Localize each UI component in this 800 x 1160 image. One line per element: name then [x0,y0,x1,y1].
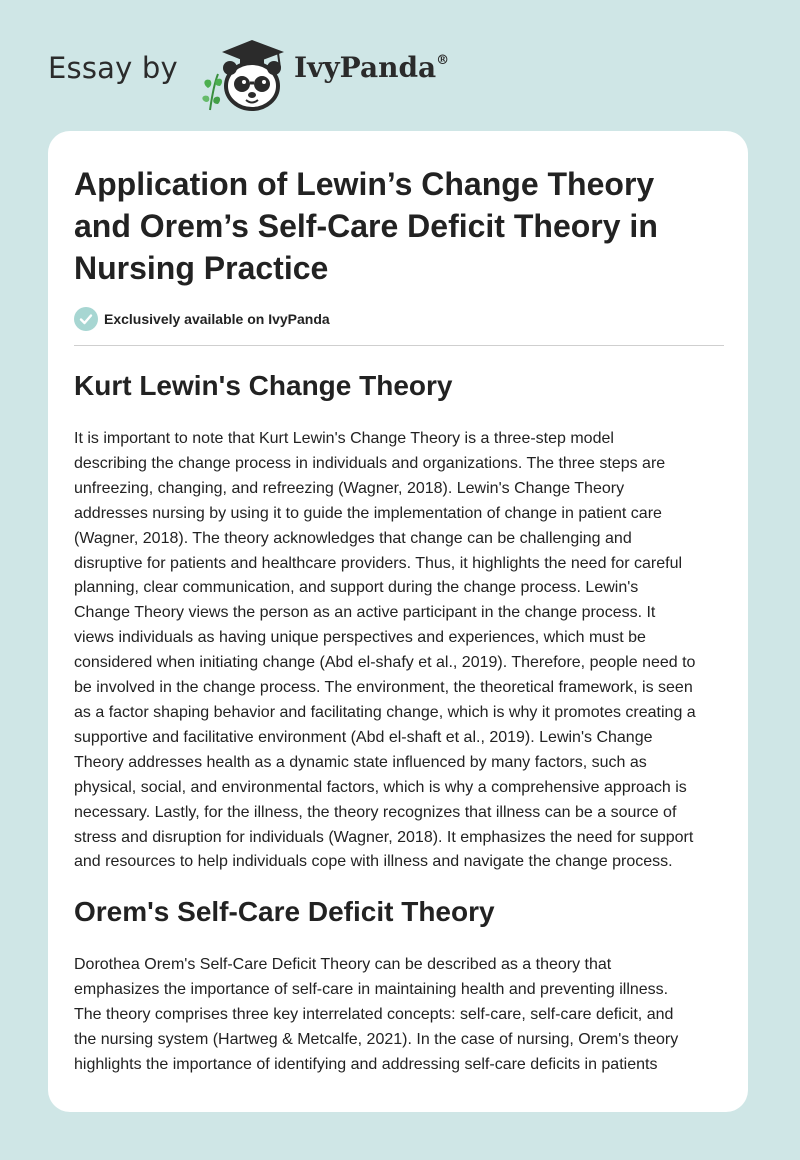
text-line: addresses nursing by using it to guide the implementation of change in patient care [74,504,662,522]
text-line: Dorothea Orem's Self-Care Deficit Theory can be described as a theory that [74,956,612,973]
site-header [48,36,748,116]
text-line: The theory comprises three key interrelated concepts: self-care, self-care deficit, and [74,1005,674,1023]
text-line: describing the change process in individuals and organizations. The three steps are [74,454,666,472]
text-line: physical, social, and environmental factors, which is why a comprehensive approach is [74,778,687,796]
text-line: considered when initiating change (Abd el-shafy et al., 2019). Therefore, people need to [74,654,696,672]
paragraph-lewin [74,427,724,875]
title-line: Nursing Practice [74,250,329,286]
text-line: necessary. Lastly, for the illness, the theory recognizes that illness can be a source of [74,803,677,821]
text-line: disruptive for patients and healthcare providers. Thus, it highlights the need for careful [74,554,683,572]
text-line: It is important to note that Kurt Lewin's Change Theory is a three-step model [74,430,614,447]
panda-graduate-icon [200,36,290,112]
text-line: emphasizes the importance of self-care in maintaining health and preventing illness. [74,980,669,998]
title-line: and Orem’s Self-Care Deficit Theory in [74,208,658,244]
page-title [74,163,724,289]
text-line: stress and disruption for individuals (Wagner, 2018). It emphasizes the need for support [74,828,694,846]
badge-text: Exclusively available on IvyPanda [104,311,330,327]
essay-by-label: Essay by [48,51,178,85]
exclusive-badge [74,306,330,332]
text-line: supportive and facilitative environment (Abd el-shaft et al., 2019). Lewin's Change [74,728,653,746]
text-line: and resources to help individuals cope with illness and navigate the change process. [74,853,673,871]
text-line: Change Theory views the person as an active participant in the change process. It [74,604,656,622]
essay-card [48,131,748,1112]
check-circle-icon [74,307,98,331]
brand-label: IvyPanda [294,51,437,84]
section-heading-orem: Orem's Self-Care Deficit Theory [74,896,495,927]
ivy-leaf-icon [202,74,222,110]
text-line: planning, clear communication, and support during the change process. Lewin's [74,579,639,597]
text-line: the nursing system (Hartweg & Metcalfe, 2021). In the case of nursing, Orem's theory [74,1030,679,1048]
registered-mark: ® [436,53,450,68]
section-heading-lewin: Kurt Lewin's Change Theory [74,370,453,401]
text-line: highlights the importance of identifying and addressing self-care deficits in patients [74,1055,658,1073]
text-line: unfreezing, changing, and refreezing (Wagner, 2018). Lewin's Change Theory [74,479,625,497]
text-line: views individuals as having unique perspectives and experiences, which must be [74,629,646,647]
title-line: Application of Lewin’s Change Theory [74,166,655,202]
text-line: as a factor shaping behavior and facilitating change, which is why it promotes creating a [74,703,696,721]
brand-name[interactable] [294,51,449,84]
paragraph-orem [74,953,724,1078]
divider [74,345,724,346]
text-line: Theory addresses health as a dynamic state influenced by many factors, such as [74,753,647,771]
text-line: (Wagner, 2018). The theory acknowledges that change can be challenging and [74,529,632,547]
text-line: be involved in the change process. The environment, the theoretical framework, is seen [74,679,693,697]
